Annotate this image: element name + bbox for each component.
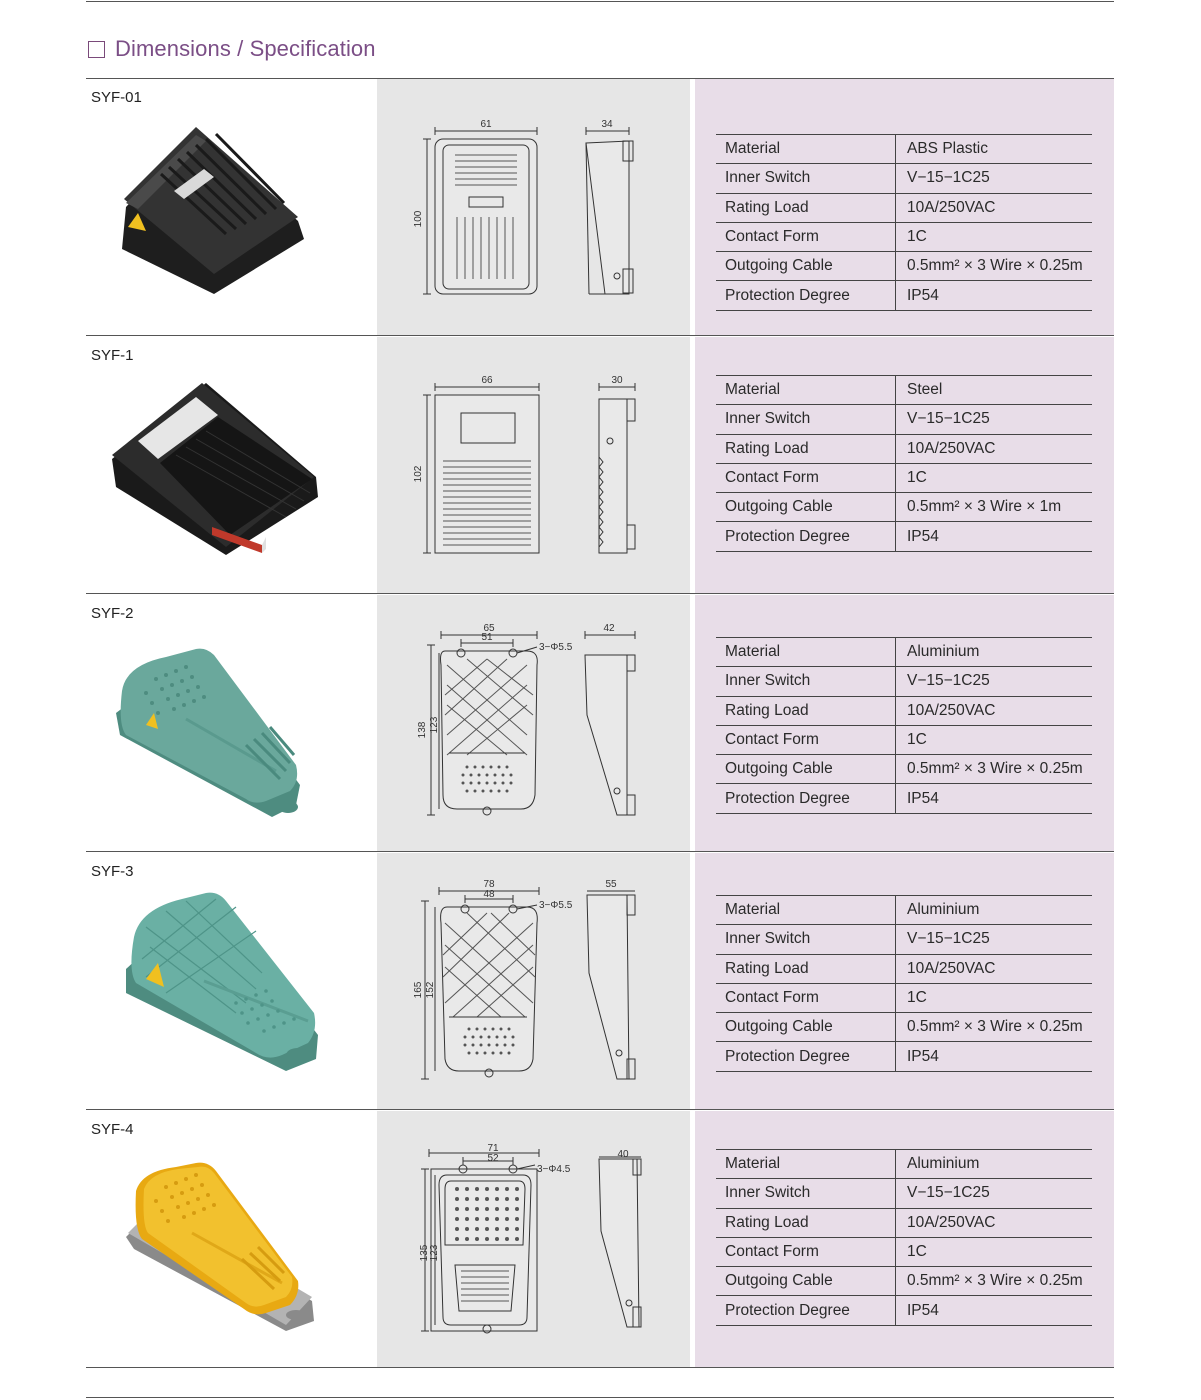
spec-table bbox=[716, 375, 1092, 552]
spec-label: Outgoing Cable bbox=[716, 493, 896, 522]
spec-table bbox=[716, 637, 1092, 814]
product-row-syf-2 bbox=[86, 595, 1114, 852]
spec-table bbox=[716, 1149, 1092, 1326]
dim-length: 102 bbox=[413, 465, 424, 483]
spec-inner-switch: V−15−1C25 bbox=[896, 405, 1093, 434]
spec-contact-form: 1C bbox=[896, 1237, 1093, 1266]
dim-length: 135 bbox=[419, 1244, 430, 1262]
spec-inner-switch: V−15−1C25 bbox=[896, 925, 1093, 954]
spec-cell bbox=[695, 337, 1114, 593]
spec-label: Rating Load bbox=[716, 696, 896, 725]
spec-label: Inner Switch bbox=[716, 164, 896, 193]
model-label: SYF-01 bbox=[91, 89, 142, 106]
spec-cell bbox=[695, 853, 1114, 1109]
spec-outgoing-cable: 0.5mm² × 3 Wire × 0.25m bbox=[896, 252, 1093, 281]
product-row-syf-4 bbox=[86, 1111, 1114, 1368]
spec-label: Protection Degree bbox=[716, 281, 896, 310]
spec-outgoing-cable: 0.5mm² × 3 Wire × 0.25m bbox=[896, 1013, 1093, 1042]
spec-label: Outgoing Cable bbox=[716, 755, 896, 784]
dim-length: 100 bbox=[413, 210, 424, 228]
spec-contact-form: 1C bbox=[896, 463, 1093, 492]
spec-label: Inner Switch bbox=[716, 1179, 896, 1208]
dimension-drawing bbox=[377, 853, 690, 1110]
green-aluminium-pedal-icon bbox=[86, 595, 377, 852]
spec-cell bbox=[695, 79, 1114, 335]
drawing-cell bbox=[377, 853, 690, 1109]
dim-inner-length: 123 bbox=[429, 716, 440, 734]
spec-inner-switch: V−15−1C25 bbox=[896, 1179, 1093, 1208]
spec-rating-load: 10A/250VAC bbox=[896, 1208, 1093, 1237]
dim-depth: 30 bbox=[611, 375, 623, 386]
drawing-cell bbox=[377, 595, 690, 851]
product-row-syf-3 bbox=[86, 853, 1114, 1110]
dimension-drawing bbox=[377, 1111, 690, 1368]
dim-width: 65 bbox=[483, 623, 495, 634]
dim-width: 78 bbox=[483, 879, 495, 890]
spec-protection: IP54 bbox=[896, 1296, 1093, 1325]
dim-inner-width: 48 bbox=[483, 889, 495, 900]
spec-rating-load: 10A/250VAC bbox=[896, 193, 1093, 222]
spec-table bbox=[716, 134, 1092, 311]
bottom-rule bbox=[86, 1397, 1114, 1398]
dimension-drawing bbox=[377, 595, 690, 852]
spec-material: Aluminium bbox=[896, 1150, 1093, 1179]
spec-contact-form: 1C bbox=[896, 222, 1093, 251]
dim-inner-length: 152 bbox=[425, 981, 436, 999]
product-row-syf-01 bbox=[86, 79, 1114, 336]
section-header bbox=[88, 34, 376, 64]
drawing-cell bbox=[377, 79, 690, 335]
spec-label: Contact Form bbox=[716, 725, 896, 754]
dim-depth: 34 bbox=[601, 119, 613, 130]
spec-table bbox=[716, 895, 1092, 1072]
spec-label: Rating Load bbox=[716, 1208, 896, 1237]
spec-label: Protection Degree bbox=[716, 784, 896, 813]
spec-inner-switch: V−15−1C25 bbox=[896, 164, 1093, 193]
spec-material: Aluminium bbox=[896, 638, 1093, 667]
dim-inner-width: 52 bbox=[487, 1153, 499, 1164]
model-label: SYF-2 bbox=[91, 605, 134, 622]
photo-cell bbox=[86, 595, 377, 851]
spec-label: Material bbox=[716, 638, 896, 667]
spec-label: Rating Load bbox=[716, 193, 896, 222]
spec-label: Inner Switch bbox=[716, 405, 896, 434]
spec-label: Material bbox=[716, 1150, 896, 1179]
model-label: SYF-1 bbox=[91, 347, 134, 364]
spec-protection: IP54 bbox=[896, 522, 1093, 551]
spec-outgoing-cable: 0.5mm² × 3 Wire × 1m bbox=[896, 493, 1093, 522]
dim-inner-length: 123 bbox=[429, 1244, 440, 1262]
spec-label: Inner Switch bbox=[716, 667, 896, 696]
model-label: SYF-3 bbox=[91, 863, 134, 880]
top-rule bbox=[86, 1, 1114, 2]
spec-label: Rating Load bbox=[716, 434, 896, 463]
page-title: Dimensions / Specification bbox=[115, 36, 376, 61]
green-aluminium-pedal-icon bbox=[86, 853, 377, 1110]
dim-hole: 3−Φ5.5 bbox=[539, 900, 573, 911]
spec-label: Contact Form bbox=[716, 1237, 896, 1266]
spec-outgoing-cable: 0.5mm² × 3 Wire × 0.25m bbox=[896, 755, 1093, 784]
dim-depth: 55 bbox=[605, 879, 617, 890]
spec-material: Steel bbox=[896, 376, 1093, 405]
spec-contact-form: 1C bbox=[896, 983, 1093, 1012]
spec-label: Inner Switch bbox=[716, 925, 896, 954]
black-plastic-pedal-icon bbox=[86, 79, 377, 336]
spec-label: Outgoing Cable bbox=[716, 1267, 896, 1296]
spec-rating-load: 10A/250VAC bbox=[896, 434, 1093, 463]
spec-label: Material bbox=[716, 135, 896, 164]
checkbox-icon bbox=[88, 41, 105, 58]
drawing-cell bbox=[377, 337, 690, 593]
dim-width: 71 bbox=[487, 1143, 499, 1154]
photo-cell bbox=[86, 1111, 377, 1367]
spec-label: Contact Form bbox=[716, 222, 896, 251]
spec-protection: IP54 bbox=[896, 1042, 1093, 1071]
photo-cell bbox=[86, 853, 377, 1109]
spec-label: Material bbox=[716, 896, 896, 925]
dim-length: 138 bbox=[417, 721, 428, 739]
spec-label: Outgoing Cable bbox=[716, 252, 896, 281]
product-row-syf-1 bbox=[86, 337, 1114, 594]
spec-cell bbox=[695, 595, 1114, 851]
spec-label: Rating Load bbox=[716, 954, 896, 983]
dim-hole: 3−Φ5.5 bbox=[539, 642, 573, 653]
spec-material: ABS Plastic bbox=[896, 135, 1093, 164]
spec-label: Outgoing Cable bbox=[716, 1013, 896, 1042]
spec-material: Aluminium bbox=[896, 896, 1093, 925]
spec-inner-switch: V−15−1C25 bbox=[896, 667, 1093, 696]
spec-rating-load: 10A/250VAC bbox=[896, 696, 1093, 725]
drawing-cell bbox=[377, 1111, 690, 1367]
spec-contact-form: 1C bbox=[896, 725, 1093, 754]
dim-depth: 42 bbox=[603, 623, 615, 634]
spec-rating-load: 10A/250VAC bbox=[896, 954, 1093, 983]
spec-label: Material bbox=[716, 376, 896, 405]
dim-hole: 3−Φ4.5 bbox=[537, 1164, 571, 1175]
dim-width: 66 bbox=[481, 375, 493, 386]
spec-label: Protection Degree bbox=[716, 522, 896, 551]
dimension-drawing bbox=[377, 337, 690, 594]
dim-width: 61 bbox=[480, 119, 492, 130]
yellow-aluminium-pedal-icon bbox=[86, 1111, 377, 1368]
spec-label: Protection Degree bbox=[716, 1042, 896, 1071]
spec-label: Protection Degree bbox=[716, 1296, 896, 1325]
dimension-drawing bbox=[377, 79, 690, 336]
dim-depth: 40 bbox=[617, 1149, 629, 1160]
model-label: SYF-4 bbox=[91, 1121, 134, 1138]
spec-protection: IP54 bbox=[896, 281, 1093, 310]
spec-label: Contact Form bbox=[716, 983, 896, 1012]
spec-label: Contact Form bbox=[716, 463, 896, 492]
spec-cell bbox=[695, 1111, 1114, 1367]
photo-cell bbox=[86, 337, 377, 593]
spec-protection: IP54 bbox=[896, 784, 1093, 813]
dim-inner-width: 51 bbox=[481, 632, 493, 643]
dim-length: 165 bbox=[413, 981, 424, 999]
photo-cell bbox=[86, 79, 377, 335]
black-steel-pedal-icon bbox=[86, 337, 377, 594]
spec-outgoing-cable: 0.5mm² × 3 Wire × 0.25m bbox=[896, 1267, 1093, 1296]
